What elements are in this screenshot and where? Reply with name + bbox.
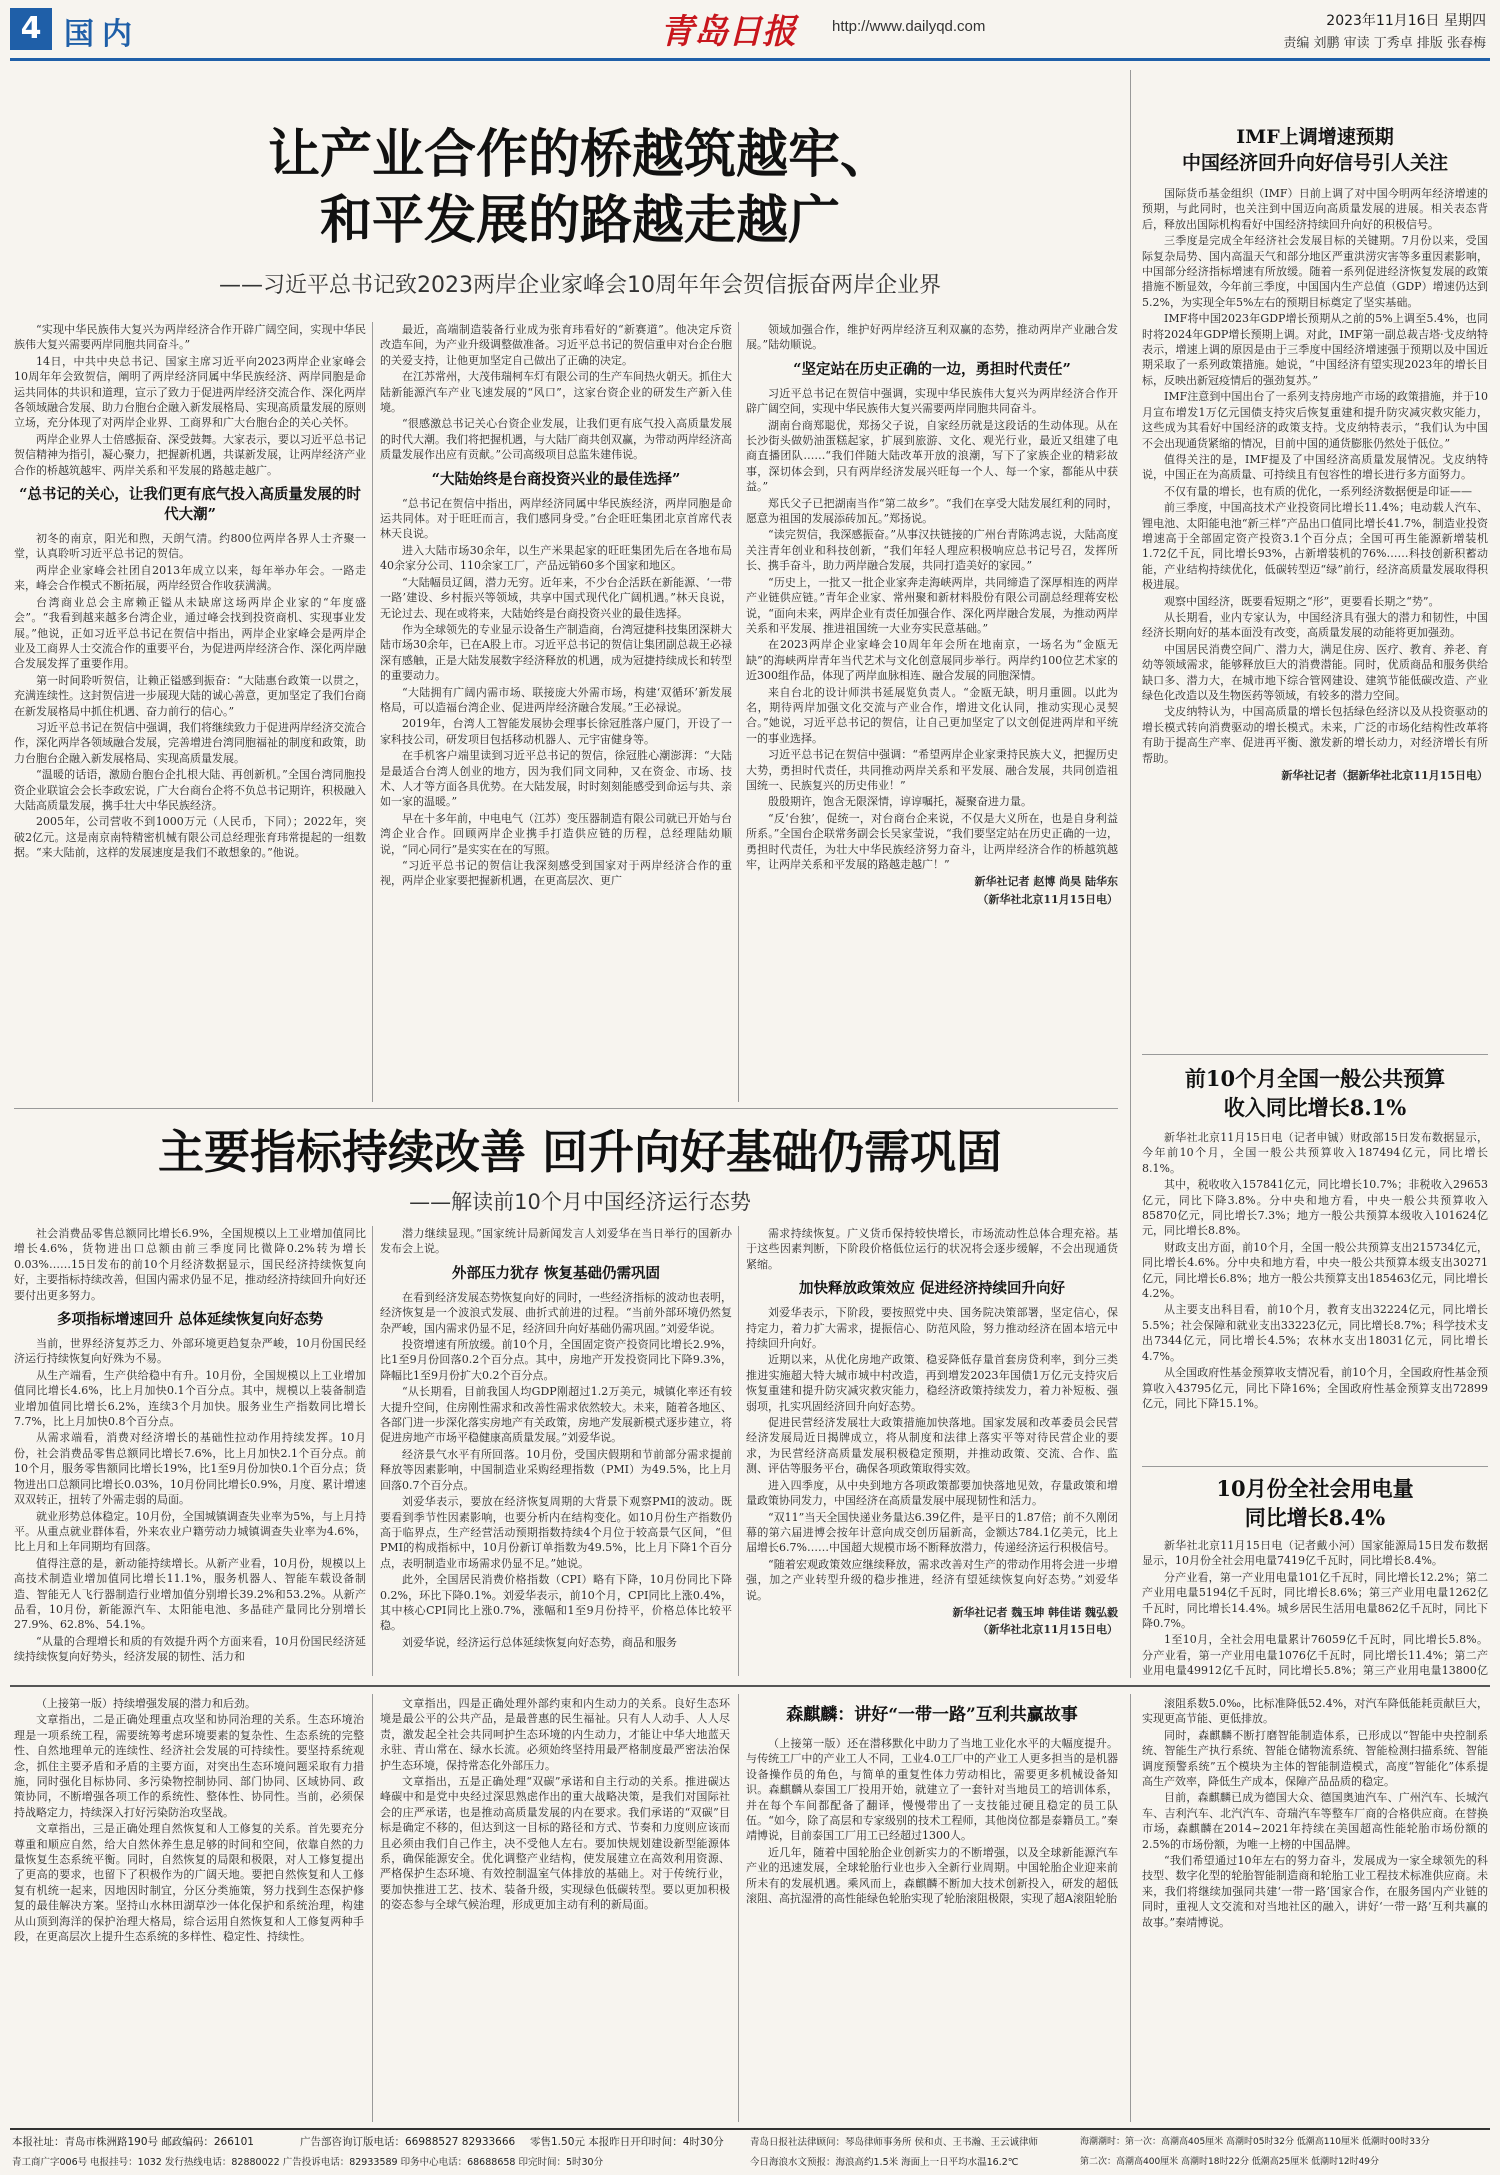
paragraph: 在2023两岸企业家峰会10周年年会所在地南京，一场名为“金瓯无缺”的海峡两岸青年当代艺术与文化创意展同步举行。两岸约100位艺术家的近300组作品，体现了两岸血脉相连、融合发展的同胞深情。 — [746, 638, 1118, 683]
paragraph: 刘爱华表示，要放在经济恢复周期的大背景下观察PMI的波动。既要看到季节性因素影响，也要分析内在结构变化。如10月份生产指数仍高于临界点，生产经营活动预期指数持续4个月位于较高景气区间，“但PMI的构成指标中，10月份新订单指数为49.5%，比上月下降1个百分点，表明制造业市场需求仍显不足。”她说。 — [380, 1495, 732, 1570]
paragraph: “温暖的话语，激励台胞台企扎根大陆、再创新机。”全国台湾同胞投资企业联谊会会长李政宏说，广大台商台企将不负总书记期许，积极融入大陆高质量发展，携手壮大中华民族经济。 — [14, 768, 366, 812]
paragraph: 刘爱华说，经济运行总体延续恢复向好态势，商品和服务 — [402, 1635, 677, 1649]
issue-date: 2023年11月16日 星期四 — [1326, 13, 1486, 29]
paragraph: 促进民营经济发展壮大政策措施加快落地。国家发展和改革委员会民营经济发展局近日揭牌成立，将从制度和法律上落实平等对待民营企业的要求，为民营经济高质量发展积极稳定预期，并推动政策、交流、合作、监测、评估等服务平台，确保各项政策取得实效。 — [746, 1416, 1118, 1476]
paragraph: “从量的合理增长和质的有效提升两个方面来看，10月份国民经济延续持续恢复向好势头，经济发展的韧性、活力和 — [14, 1634, 366, 1664]
power-story-body — [1142, 1538, 1488, 1678]
imf-byline: 新华社记者（据新华社北京11月15日电） — [1281, 769, 1488, 783]
lead-headline[interactable] — [40, 122, 1120, 254]
story-divider — [1142, 1466, 1488, 1467]
section-name: 国内 — [64, 17, 140, 52]
footer-address: 本报社址：青岛市株洲路190号 邮政编码：266101 — [12, 2136, 254, 2148]
paragraph: （上接第一版）还在潜移默化中助力了当地工业化水平的大幅度提升。与传统工厂中的产业工人不同，工业4.0工厂中的产业工人更多担当的是机器设备操作员的角色，与简单的重复性体力劳动相比，需要更多机械设备知识。森麒麟从泰国工厂投用开始，就建立了一套针对当地员工的培训体系，并在每个车间都配备了翻译，慢慢带出了一支技能过硬且稳定的员工队伍。“如今，除了高层和专家级别的技术工程师，其他岗位都是泰籍员工。”秦靖博说，目前泰国工厂用工已经超过1300人。 — [746, 1737, 1118, 1843]
imf-story-heading[interactable] — [1142, 124, 1488, 176]
paragraph: 从长期看，业内专家认为，中国经济具有强大的潜力和韧性，中国经济长期向好的基本面没有改变，高质量发展的动能将更加强劲。 — [1142, 610, 1488, 640]
paragraph: 习近平总书记在贺信中强调，我们将继续致力于促进两岸经济交流合作，深化两岸各领域融合发展，完善增进台湾同胞福祉的制度和政策，助力台胞台企融入新发展格局、实现高质量发展。 — [14, 720, 366, 765]
paragraph: 两岸企业家峰会社团自2013年成立以来，每年举办年会。一路走来，峰会合作模式不断拓展，两岸经贸合作收获满满。 — [14, 563, 366, 593]
paragraph: 初冬的南京，阳光和煦，天朗气清。约800位两岸各界人士齐聚一堂，认真聆听习近平总书记的贺信。 — [14, 532, 366, 561]
paragraph: 2019年，台湾人工智能发展协会理事长徐冠胜落户厦门，开设了一家科技公司，研发项目包括移动机器人、元宇宙健身等。 — [380, 717, 732, 746]
masthead-rule — [10, 58, 1490, 61]
paragraph: 社会消费品零售总额同比增长6.9%，全国规模以上工业增加值同比增长4.6%，货物进出口总额由前三季度同比微降0.2%转为增长0.03%……15日发布的前10个月经济数据显示，国民经济持续恢复向好，主要指标持续改善，但国内需求仍显不足，推动经济持续回升向好还要付出更多努力。 — [14, 1227, 366, 1302]
column-divider — [738, 322, 739, 1102]
paragraph: 从全国政府性基金预算收支情况看，前10个月，全国政府性基金预算收入43795亿元，同比下降16%；全国政府性基金预算支出72899亿元，同比下降15.1%。 — [1142, 1366, 1488, 1410]
paragraph: 湖南台商郑聪优，郑扬父子说，自家经历就是这段话的生动体现。从在长沙街头做奶油蛋糕起家，扩展到旅游、文化、观光行业，最近又组建了电商直播团队……“我们伴随大陆改革开放的浪潮，写下了家族企业的精彩故事，深切体会到，只有两岸经济发展兴旺每一个人、每一个家，都能从中获益。” — [746, 418, 1118, 494]
paragraph: 在手机客户端里读到习近平总书记的贺信，徐冠胜心潮澎湃：“大陆是最适合台湾人创业的地方，因为我们同文同种，又在资金、市场、技术、人才等方面各具优势。在大陆发展，时时刻刻能感受到命运与共、亲如一家的温暖。” — [380, 749, 732, 809]
second-dateline: （新华社北京11月15日电） — [977, 1623, 1118, 1637]
paragraph: 需求持续恢复。广义货币保持较快增长，市场流动性总体合理充裕。基于这些因素判断，下阶段价格低位运行的状况将会逐步缓解，不会出现通货紧缩。 — [746, 1227, 1118, 1271]
paragraph: 文章指出，五是正确处理“双碳”承诺和自主行动的关系。推进碳达峰碳中和是党中央经过深思熟虑作出的重大战略决策，是我们对国际社会的庄严承诺，也是推动高质量发展的内在要求。我们承诺的“双碳”目标是确定不移的，但达到这一目标的路径和方式、节奏和力度则应该而且必须由我们自己作主，决不受他人左右。要加快规划建设新型能源体系，确保能源安全。优化调整产业结构，使发展建立在高效利用资源、严格保护生态环境、有效控制温室气体排放的基础上。对于传统行业，要加快推进工艺、技术、装备升级，实现绿色低碳转型。要以更加积极的姿态参与全球气候治理，形成更加主动有利的新局面。 — [380, 1775, 730, 1912]
paragraph: 值得注意的是，新动能持续增长。从新产业看，10月份，规模以上高技术制造业增加值同比增长11.1%，服务机器人、智能车载设备制造、智能无人飞行器制造行业增加值分别增长39.2%和53.2%。从新产品看，10月份，新能源汽车、太阳能电池、多晶硅产量同比分别增长27.9%、62.8%、54.1%。 — [14, 1556, 366, 1632]
paragraph: 第一时间聆听贺信，让赖正镒感到振奋：“大陆惠台政策一以贯之，充满连续性。这封贺信进一步展现大陆的诚心善意，更加坚定了我们台商在新发展格局中抓住机遇、奋力前行的信心。” — [14, 673, 366, 718]
column-divider — [372, 1694, 373, 2122]
senqilin-headline[interactable]: 森麒麟：讲好“一带一路”互利共赢故事 — [786, 1705, 1078, 1725]
power-title-line2: 同比增长8.4% — [1244, 1505, 1386, 1530]
paragraph: （上接第一版）持续增强发展的潜力和后劲。 — [36, 1697, 256, 1710]
paragraph: 1至10月，全社会用电量累计76059亿千瓦时，同比增长5.8%。分产业看，第一产业用电量1076亿千瓦时，同比增长11.4%；第二产业用电量49912亿千瓦时，同比增长5.8%；第三产业用电量13800亿 — [1142, 1633, 1488, 1678]
column-divider — [738, 1226, 739, 1676]
paragraph: “实现中华民族伟大复兴为两岸经济合作开辟广阔空间，实现中华民族伟大复兴需要两岸同胞共同奋斗。” — [14, 323, 366, 352]
masthead — [0, 0, 1500, 62]
footer-price: 零售1.50元 本报昨日开印时间：4时30分 — [530, 2136, 724, 2148]
paragraph: 文章指出，三是正确处理自然恢复和人工修复的关系。首先要充分尊重和顺应自然，给大自然休养生息足够的时间和空间，依靠自然的力量恢复生态系统平衡。同时，自然恢复的局限和极限，对人工修复提出了更高的要求，也留下了积极作为的广阔天地。要把自然恢复和人工修复有机统一起来，因地因时制宜，分区分类施策，努力找到生态保护修复的最佳解决方案。坚持山水林田湖草沙一体化保护和系统治理，构建从山顶到海洋的保护治理大格局，综合运用自然恢复和人工修复两种手段，在更高层次上提升生态系统的多样性、稳定性、持续性。 — [14, 1822, 364, 1944]
paragraph: 就业形势总体稳定。10月份，全国城镇调查失业率为5%，与上月持平。从重点就业群体看，外来农业户籍劳动力城镇调查失业率为4.6%，比上月和上年同期均有回落。 — [14, 1509, 366, 1554]
second-column-3 — [746, 1226, 1118, 1678]
paragraph: 文章指出，四是正确处理外部约束和内生动力的关系。良好生态环境是最公平的公共产品，是最普惠的民生福祉。只有人人动手、人人尽责，激发起全社会共同呵护生态环境的内生动力，才能让中华大地蓝天永驻、青山常在、绿水长流。必须始终坚持用最严格制度最严密法治保护生态环境，保持常态化外部压力。 — [380, 1697, 730, 1772]
paragraph: 滚阻系数5.0‰，比标准降低52.4%，对汽车降低能耗贡献巨大，实现更高节能、更低排放。 — [1142, 1697, 1488, 1726]
paragraph: 财政支出方面，前10个月，全国一般公共预算支出215734亿元，同比增长4.6%。分中央和地方看，中央一般公共预算本级支出30271亿元，同比增长6.8%；地方一般公共预算支出185463亿元，同比增长4.2%。 — [1142, 1240, 1488, 1301]
paragraph: “从长期看，目前我国人均GDP刚超过1.2万美元，城镇化率还有较大提升空间，住房刚性需求和改善性需求依然较大。未来，随着各地区、各部门进一步深化落实房地产有关政策，房地产发展新模式逐步建立，将促进房地产市场平稳健康高质量发展。”刘爱华说。 — [380, 1385, 732, 1445]
column-divider — [1130, 1694, 1131, 2122]
paragraph: 同时，森麒麟不断打磨智能制造体系，已形成以“智能中央控制系统、智能生产执行系统、智能仓储物流系统、智能检测扫描系统、智能调度预警系统”五个模块为主体的智能制造模式，高度“智能化”体系提高生产效率，降低生产成本，保障产品品质的稳定。 — [1142, 1728, 1488, 1789]
paragraph: “总书记在贺信中指出，两岸经济同属中华民族经济，两岸同胞是命运共同体。对于旺旺而言，我们感同身受。”台企旺旺集团北京首席代表林天良说。 — [380, 496, 732, 541]
imf-story-body — [1142, 186, 1488, 1046]
page-footer — [10, 2128, 1490, 2172]
paragraph: 刘爱华表示，下阶段，要按照党中央、国务院决策部署，坚定信心，保持定力，着力扩大需求，提振信心、防范风险，努力推动经济在固本培元中持续回升向好。 — [746, 1306, 1118, 1351]
newspaper-logo: 青岛日报 — [660, 12, 796, 52]
paragraph: 新华社北京11月15日电（记者戴小河）国家能源局15日发布数据显示，10月份全社会用电量7419亿千瓦时，同比增长8.4%。 — [1142, 1539, 1488, 1568]
paragraph: 从需求端看，消费对经济增长的基础性拉动作用持续发挥。10月份，社会消费品零售总额同比增长7.6%，比上月加快2.1个百分点。前10个月，服务零售额同比增长19%，比1至9月份加快0.1个百分点；货物进出口总额同比增长0.03%，10月份同比增长0.9%，月度、累计增速双双转正，扭转了外需走弱的局面。 — [14, 1431, 366, 1507]
paragraph: 郑氏父子已把湖南当作“第二故乡”。“我们在享受大陆发展红利的同时，愿意为祖国的发展添砖加瓦。”郑扬说。 — [746, 496, 1118, 526]
paragraph: “反‘台独’，促统一，对台商台企来说，不仅是大义所在，也是自身利益所系。”全国台企联常务副会长吴家莹说，“我们要坚定站在历史正确的一边，勇担时代责任，为壮大中华民族经济努力奋斗，让两岸经济合作的桥越筑越牢，让两岸关系和平发展的路越走越广！” — [746, 811, 1118, 871]
paragraph: 中国居民消费空间广、潜力大，满足住房、医疗、教育、养老、育幼等领域需求，能够释放巨大的消费潜能。同时，优质商品和服务供给缺口多、潜力大，在城市地下综合管网建设、建筑节能低碳改造、产业绿色化改造以及生物医药等领域，有较多的潜力空间。 — [1142, 642, 1488, 702]
budget-title-line2: 收入同比增长8.1% — [1223, 1095, 1407, 1120]
paragraph: IMF注意到中国出台了一系列支持房地产市场的政策措施，并于10月宣布增发1万亿元国债支持灾后恢复重建和提升防灾减灾救灾能力，这些成为其看好中国经济的政策支持。戈皮纳特表示，“我们认为中国不会出现通货紧缩的情况，目前中国的通货膨胀仍然处于低位。” — [1142, 390, 1488, 450]
paragraph: 前三季度，中国高技术产业投资同比增长11.4%；电动载人汽车、锂电池、太阳能电池“新三样”产品出口值同比增长41.7%，制造业投资增速高于全部固定资产投资3.1个百分点；全国可再生能源新增装机1.72亿千瓦，同比增长93%，占新增装机的76%……科技创新积蓄动能，产业结构持续优化，低碳转型迈“绿”前行，经济高质量发展取得积极进展。 — [1142, 501, 1488, 592]
second-byline: 新华社记者 魏玉坤 韩佳诺 魏弘毅 — [952, 1605, 1118, 1619]
budget-story-heading[interactable] — [1142, 1064, 1488, 1122]
footer-tide-1: 海潮潮时：第一次：高潮高405厘米 高潮时05时32分 低潮高110厘米 低潮时00时33分 — [1080, 2137, 1430, 2147]
paragraph: 分产业看，第一产业用电量101亿千瓦时，同比增长12.2%；第二产业用电量5194亿千瓦时，同比增长8.6%；第三产业用电量1262亿千瓦时，同比增长14.4%。城乡居民生活用电量862亿千瓦时，同比下降0.7%。 — [1142, 1570, 1488, 1631]
second-column-1 — [14, 1226, 366, 1678]
power-title-line1: 10月份全社会用电量 — [1216, 1476, 1414, 1501]
paragraph: 经济景气水平有所回落。10月份，受国庆假期和节前部分需求提前释放等因素影响，中国制造业采购经理指数（PMI）为49.5%，比上月回落0.7个百分点。 — [380, 1447, 732, 1492]
column-divider — [372, 322, 373, 1102]
editor-credits: 责编 刘鹏 审读 丁秀卓 排版 张春梅 — [1283, 36, 1486, 51]
imf-title-line1: IMF上调增速预期 — [1236, 126, 1394, 148]
paragraph: 投资增速有所放缓。前10个月，全国固定资产投资同比增长2.9%，比1至9月份回落0.2个百分点。其中，房地产开发投资同比下降9.3%，降幅比1至9月份扩大0.2个百分点。 — [380, 1338, 732, 1382]
paragraph: 习近平总书记在贺信中强调：“希望两岸企业家秉持民族大义，把握历史大势，勇担时代责任，共同推动两岸关系和平发展、融合发展，共同创造祖国统一、民族复兴的历史伟业！” — [746, 748, 1118, 792]
paragraph: “很感激总书记关心台资企业发展，让我们更有底气投入高质量发展的时代大潮。我们将把握机遇，与大陆厂商共创双赢，为带动两岸经济高质量发展作出应有贡献。”公司高级项目总监朱建伟说。 — [380, 417, 732, 462]
footer-legal-counsel: 青岛日报社法律顾问：琴岛律师事务所 侯和贞、王书瀚、王云诚律师 — [750, 2137, 1039, 2148]
footer-weather: 今日海浪水文预报：海浪高约1.5米 海面上一日平均水温16.2℃ — [750, 2157, 1019, 2168]
page-number: 4 — [10, 8, 52, 50]
right-column-divider — [1130, 70, 1131, 1678]
paragraph: 其中，税收收入157841亿元，同比增长10.7%；非税收入29653亿元，同比下降3.8%。分中央和地方看，中央一般公共预算收入85870亿元，同比增长7.3%；地方一般公共预算本级收入101624亿元，同比增长8.8%。 — [1142, 1178, 1488, 1238]
lead-subhead-1: “总书记的关心，让我们更有底气投入高质量发展的时代大潮” — [19, 486, 361, 524]
lead-headline-line1: 让产业合作的桥越筑越牢、 — [267, 124, 892, 185]
paragraph: 进入大陆市场30余年，以生产米果起家的旺旺集团先后在各地布局40余家分公司、110余家工厂，产品远销60多个国家和地区。 — [380, 543, 732, 573]
paragraph: 当前，世界经济复苏乏力、外部环境更趋复杂严峻，10月份国民经济运行持续恢复向好殊为不易。 — [14, 1337, 366, 1366]
lead-column-3 — [746, 322, 1118, 1104]
story-divider — [14, 1108, 1118, 1109]
lead-subhead-2: “大陆始终是台商投资兴业的最佳选择” — [431, 470, 681, 488]
second-subhead-3: 加快释放政策效应 促进经济持续回升向好 — [798, 1280, 1066, 1298]
second-subhead-1: 多项指标增速回升 总体延续恢复向好态势 — [56, 1311, 324, 1329]
paragraph: 来自台北的设计师洪书延展览负责人。“金瓯无缺，明月重圆。以此为名，期待两岸加强文化交流与产业合作，增进文化认同，推动实现心灵契合。”她说，习近平总书记的贺信，让自己更加坚定了以文创促进两岸和平统一的事业选择。 — [746, 685, 1118, 745]
power-story-heading[interactable] — [1142, 1474, 1488, 1532]
paragraph: 三季度是完成全年经济社会发展目标的关键期。7月份以来，受国际复杂局势、国内高温天气和部分地区严重洪涝灾害等多重因素影响，中国部分经济指标增速有所放缓。随着一系列促进经济恢复发展的政策措施不断显效，今年前三季度，中国国内生产总值（GDP）增速仍达到5.2%，为实现全年5%左右的预期目标奠定了坚实基础。 — [1142, 234, 1488, 309]
paragraph: 进入四季度，从中央到地方各项政策都要加快落地见效，存量政策和增量政策协同发力，中国经济在高质量发展中展现韧性和活力。 — [746, 1478, 1118, 1508]
paragraph: 文章指出，二是正确处理重点攻坚和协同治理的关系。生态环境治理是一项系统工程，需要统筹考虑环境要素的复杂性、生态系统的完整性、自然地理单元的连续性、经济社会发展的可持续性。要坚持系统观念，抓住主要矛盾和矛盾的主要方面，对突出生态环境问题采取有力措施，同时强化目标协同、多污染物控制协同、部门协同、区域协同、政策协同，不断增强各项工作的系统性、整体性、协同性。当前，必须保持战略定力，持续深入打好污染防治攻坚战。 — [14, 1713, 364, 1819]
paragraph: 值得关注的是，IMF提及了中国经济高质量发展情况。戈皮纳特说，中国正在为高质量、可持续且有包容性的增长进行多方面努力。 — [1142, 452, 1488, 482]
paragraph: “读完贺信，我深感振奋。”从事汉扶链接的广州台青陈鸿志说，大陆高度关注青年创业和科技创新，“我们年轻人理应积极响应总书记号召，发挥所长、携手奋斗，助力两岸融合发展，共同打造美好的家园。” — [746, 528, 1118, 573]
paragraph: 习近平总书记在贺信中强调，实现中华民族伟大复兴为两岸经济合作开辟广阔空间，实现中华民族伟大复兴需要两岸同胞共同奋斗。 — [746, 386, 1118, 416]
paragraph: 两岸企业界人士倍感振奋、深受鼓舞。大家表示，要以习近平总书记贺信精神为指引，凝心聚力，把握新机遇，共谋新发展，让两岸经济产业合作的桥越筑越牢、两岸关系和平发展的路越走越广。 — [14, 432, 366, 477]
lead-byline: 新华社记者 赵博 尚昊 陆华东 — [974, 875, 1118, 889]
paragraph: “我们希望通过10年左右的努力奋斗，发展成为一家全球领先的科技型、数字化型的轮胎智能制造商和轮胎工业工程技术标准供应商。未来，我们将继续加强同共建‘一带一路’国家合作，在服务国内产业链的同时，重视人文交流和对当地社区的融入，讲好‘一带一路’互利共赢的故事。”秦靖博说。 — [1142, 1854, 1488, 1929]
paragraph: “习近平总书记的贺信让我深刻感受到国家对于两岸经济合作的重视，两岸企业家要把握新机遇，在更高层次、更广 — [380, 859, 732, 888]
continued-column-4 — [1142, 1696, 1488, 2120]
newspaper-url[interactable]: http://www.dailyqd.com — [832, 18, 986, 35]
lead-subhead-3: “坚定站在历史正确的一边，勇担时代责任” — [793, 360, 1071, 378]
budget-story-body — [1142, 1130, 1488, 1460]
lead-dateline: （新华社北京11月15日电） — [977, 892, 1118, 906]
paragraph: 国际货币基金组织（IMF）日前上调了对中国今明两年经济增速的预期，与此同时，也关注到中国迈向高质量发展的进展。相关表态背后，释放出国际机构看好中国经济持续回升向好的积极信号。 — [1142, 187, 1488, 231]
paragraph: 2005年，公司营收不到1000万元（人民币，下同）；2022年，突破2亿元。这是南京南特精密机械有限公司总经理张育玮常提起的一组数据。“来大陆前，这样的发展速度是我们不敢想象的。”他说。 — [14, 815, 366, 860]
lead-subtitle: ——习近平总书记致2023两岸企业家峰会10周年年会贺信振奋两岸企业界 — [219, 273, 941, 298]
paragraph: 早在十多年前，中电电气（江苏）变压器制造有限公司就已开始与台湾企业合作。回顾两岸企业携手打造供应链的历程，总经理陆幼顺说，“同心同行”是实实在在的写照。 — [380, 811, 732, 856]
footer-ad-phone: 广告部咨询订版电话：66988527 82933666 — [300, 2136, 516, 2148]
footer-tide-2: 第二次：高潮高400厘米 高潮时18时22分 低潮高25厘米 低潮时12时49分 — [1080, 2157, 1380, 2167]
second-column-2 — [380, 1226, 732, 1678]
column-divider — [372, 1226, 373, 1676]
continued-column-3 — [746, 1736, 1118, 2120]
imf-title-line2: 中国经济回升向好信号引人关注 — [1181, 152, 1448, 174]
budget-title-line1: 前10个月全国一般公共预算 — [1184, 1066, 1446, 1091]
paragraph: 在看到经济发展态势恢复向好的同时，一些经济指标的波动也表明，经济恢复是一个波浪式发展、曲折式前进的过程。“当前外部环境仍然复杂严峻，国内需求仍显不足，经济回升向好基础仍需巩固。”刘爱华说。 — [380, 1290, 732, 1335]
paragraph: “双11”当天全国快递业务量达6.39亿件，是平日的1.87倍；前不久刚闭幕的第六届进博会按年计意向成交创历届新高，金额达784.1亿美元，比上届增长6.7%……中国超大规模市场不断释放潜力，传递经济运行积极信号。 — [746, 1510, 1118, 1555]
paragraph: 不仅有量的增长，也有质的优化，一系列经济数据便是印证—— — [1164, 484, 1472, 498]
paragraph: 台湾商业总会主席赖正镒从未缺席这场两岸企业家的“年度盛会”。“我看到越来越多台湾企业，通过峰会找到投资商机、实现事业发展。”他说，正如习近平总书记在贺信中指出，两岸企业家峰会是两岸企业及工商界人士交流合作的重要平台，为促进两岸经济合作、深化两岸融合发展发挥了重要作用。 — [14, 595, 366, 671]
column-divider — [738, 1694, 739, 2122]
lead-column-2 — [380, 322, 732, 1104]
paragraph: 近几年，随着中国轮胎企业创新实力的不断增强，以及全球新能源汽车产业的迅速发展，全球轮胎行业也步入全新行业周期。中国轮胎企业迎来前所未有的发展机遇。乘风而上，森麒麟不断加大技术创新投入，研发的超低滚阻、高抗湿滑的高性能绿色轮胎实现了轮胎滚阻极限，实现了超A滚阻轮胎 — [746, 1845, 1118, 1906]
paragraph: 领域加强合作，维护好两岸经济互利双赢的态势，推动两岸产业融合发展。”陆幼顺说。 — [746, 323, 1118, 352]
second-subtitle: ——解读前10个月中国经济运行态势 — [409, 1190, 751, 1214]
continued-column-2 — [380, 1696, 730, 2120]
second-subhead-2: 外部压力犹存 恢复基础仍需巩固 — [451, 1264, 661, 1282]
paragraph: 从主要支出科目看，前10个月，教育支出32224亿元，同比增长5.5%；社会保障和就业支出33223亿元，同比增长8.7%；科学技术支出7344亿元，同比增长4.5%；农林水支出18031亿元，同比增长4.7%。 — [1142, 1303, 1488, 1363]
paragraph: 目前，森麒麟已成为德国大众、德国奥迪汽车、广州汽车、长城汽车、吉利汽车、北汽汽车、奇瑞汽车等整车厂商的合格供应商。在替换市场，森麒麟在2014~2021年持续在美国超高性能轮胎市场份额的2.5%的市场份额，为唯一上榜的中国品牌。 — [1142, 1791, 1488, 1851]
paragraph: 观察中国经济，既要看短期之“形”，更要看长期之“势”。 — [1164, 594, 1440, 608]
footer-print-info: 青工商广字006号 电报挂号：1032 发行热线电话：82880022 广告投诉电话：82933589 印务中心电话：68688658 印完时间：5时30分 — [12, 2157, 604, 2168]
paragraph: 殷殷期许，饱含无限深情，谆谆嘱托，凝聚奋进力量。 — [768, 795, 1032, 809]
paragraph: 新华社北京11月15日电（记者申铖）财政部15日发布数据显示，今年前10个月，全国一般公共预算收入187494亿元，同比增长8.1%。 — [1142, 1131, 1488, 1175]
paragraph: 从生产端看，生产供给稳中有升。10月份，全国规模以上工业增加值同比增长4.6%，比上月加快0.1个百分点。其中，规模以上装备制造业增加值同比增长6.2%，连续3个月加快。服务业生产指数同比增长7.7%，比上月加快0.8个百分点。 — [14, 1368, 366, 1429]
paragraph: IMF将中国2023年GDP增长预期从之前的5%上调至5.4%，也同时将2024年GDP增长预期上调。对此，IMF第一副总裁吉塔·戈皮纳特表示，增速上调的原因是由于三季度中国经济增速强于预期以及中国近期采取了一系列政策措施。她说，“中国经济有望实现2023年的增长目标，反映出新冠疫情后的强劲复苏。” — [1142, 312, 1488, 387]
paragraph: 14日，中共中央总书记、国家主席习近平向2023两岸企业家峰会10周年年会致贺信，阐明了两岸经济同属中华民族经济、两岸同胞是命运共同体的共识和道理，宣示了致力于促进两岸经济交流合作、深化两岸各领域融合发展、助力台胞台企融入新发展格局、实现高质量发展的原则立场，充分体现了对两岸企业界、工商界和广大台胞台企的关心关怀。 — [14, 354, 366, 430]
second-headline[interactable]: 主要指标持续改善 回升向好基础仍需巩固 — [157, 1125, 1002, 1179]
paragraph: 作为全球领先的专业显示设备生产制造商，台湾冠捷科技集团深耕大陆市场30余年，已在A股上市。习近平总书记的贺信让集团副总裁王必禄深有感触，正是大陆发展数字经济释放的机遇，成为冠捷持续成长和转型的重要动力。 — [380, 622, 732, 683]
continued-column-1 — [14, 1696, 364, 2120]
paragraph: 最近，高端制造装备行业成为张育玮看好的“新赛道”。他决定斥资改造车间，为产业升级调整做准备。习近平总书记的贺信重申对台企台胞的关爱支持，让他更加坚定自己做出了正确的决定。 — [380, 323, 732, 367]
paragraph: “大陆幅员辽阔，潜力无穷。近年来，不少台企活跃在新能源、‘一带一路’建设、乡村振兴等领域，共享中国式现代化广阔机遇。”林天良说，无论过去、现在或将来，大陆始终是台商投资兴业的最佳选择。 — [380, 575, 732, 620]
lead-column-1 — [14, 322, 366, 1104]
paragraph: “历史上，一批又一批企业家奔走海峡两岸，共同缔造了深厚相连的两岸产业链供应链。”青年企业家、常州聚和新材料股份有限公司副总经理蒋安松说，“面向未来，两岸企业有责任加强合作、深化两岸融合发展，为推动两岸关系和平发展、推进祖国统一大业夯实民意基础。” — [746, 575, 1118, 635]
story-divider — [1142, 1054, 1488, 1055]
lead-headline-line2: 和平发展的路越走越广 — [319, 190, 840, 251]
paragraph: “随着宏观政策效应继续释放，需求改善对生产的带动作用将会进一步增强，加之产业转型升级的稳步推进，经济有望延续恢复向好态势。”刘爱华说。 — [746, 1557, 1118, 1602]
paragraph: 潜力继续显现。”国家统计局新闻发言人刘爱华在当日举行的国新办发布会上说。 — [380, 1227, 732, 1256]
paragraph: 在江苏常州，大茂伟瑞柯车灯有限公司的生产车间热火朝天。抓住大陆新能源汽车产业飞速发展的“风口”，这家台资企业的研发生产新入佳境。 — [380, 370, 732, 415]
paragraph: 戈皮纳特认为，中国高质量的增长包括绿色经济以及从投资驱动的增长模式转向消费驱动的增长模式。未来，广泛的市场化结构性改革将有助于提高生产率、促进再平衡、激发新的增长动力，对经济增长有所帮助。 — [1142, 705, 1488, 765]
paragraph: 此外，全国居民消费价格指数（CPI）略有下降，10月份同比下降0.2%，环比下降0.1%。刘爱华表示，前10个月，CPI同比上涨0.4%，其中核心CPI同比上涨0.7%，涨幅和1至9月份持平，价格总体比较平稳。 — [380, 1573, 732, 1633]
paragraph: “大陆拥有广阔内需市场、联接庞大外需市场，构建‘双循环’新发展格局，可以造福台湾企业、促进两岸经济融合发展。”王必禄说。 — [380, 685, 732, 714]
paragraph: 近期以来，从优化房地产政策、稳妥降低存量首套房贷利率，到分三类推进实施超大特大城市城中村改造，再到增发2023年国债1万亿元支持灾后恢复重建和提升防灾减灾救灾能力，稳经济政策持续发力，着力补短板、强弱项，扎实巩固经济回升向好态势。 — [746, 1353, 1118, 1413]
